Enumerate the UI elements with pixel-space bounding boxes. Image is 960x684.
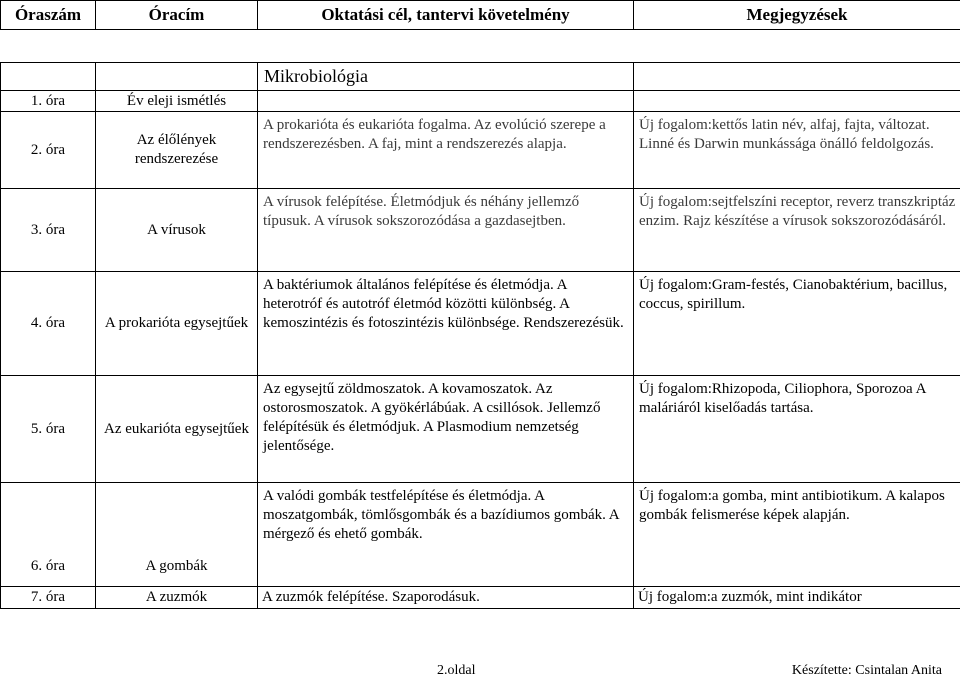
section-title: Mikrobiológia — [258, 63, 634, 91]
row-description: A zuzmók felépítése. Szaporodásuk. — [258, 587, 634, 609]
row-note — [634, 91, 960, 112]
header-oraszam: Óraszám — [1, 1, 96, 30]
row-number: 3. óra — [1, 189, 96, 272]
row-note: Új fogalom:a zuzmók, mint indikátor — [634, 587, 960, 609]
row-number: 1. óra — [1, 91, 96, 112]
header-table — [0, 0, 960, 30]
row-number: 4. óra — [1, 272, 96, 376]
table-row — [1, 91, 960, 112]
row-number: 6. óra — [1, 483, 96, 587]
table-row — [1, 376, 960, 483]
header-oracim: Óracím — [96, 1, 258, 30]
page-number: 2.oldal — [437, 663, 476, 678]
row-topic: Az eukarióta egysejtűek — [96, 376, 258, 483]
row-note: Új fogalom:sejtfelszíni receptor, reverz transzkriptáz enzim. Rajz készítése a vírusok sokszorozódásáról. — [634, 189, 960, 272]
row-note: Új fogalom:kettős latin név, alfaj, fajta, változat. Linné és Darwin munkássága önálló feldolgozás. — [634, 112, 960, 189]
row-number: 7. óra — [1, 587, 96, 609]
row-note: Új fogalom:Rhizopoda, Ciliophora, Sporozoa A maláriáról kiselőadás tartása. — [634, 376, 960, 483]
table-row — [1, 189, 960, 272]
row-topic: Év eleji ismétlés — [96, 91, 258, 112]
header-oktatasi-cel: Oktatási cél, tantervi követelmény — [258, 1, 634, 30]
row-topic: A zuzmók — [96, 587, 258, 609]
row-description: A valódi gombák testfelépítése és életmódja. A moszatgombák, tömlősgombák és a bazídiumos gombák. A mérgező és ehető gombák. — [258, 483, 634, 587]
table-row — [1, 272, 960, 376]
table-row — [1, 63, 960, 91]
row-description: A baktériumok általános felépítése és életmódja. A heterotróf és autotróf életmód közötti különbség. A kemoszintézis és fotoszintézis különbsége. Rendszerezésük. — [258, 272, 634, 376]
row-description: Az egysejtű zöldmoszatok. A kovamoszatok. Az ostorosmoszatok. A gyökérlábúak. A csillósok. Jellemző felépítésük és életmódjuk. A Plasmodium nemzetség jelentősége. — [258, 376, 634, 483]
curriculum-table — [0, 62, 960, 609]
row-note: Új fogalom:a gomba, mint antibiotikum. A kalapos gombák felismerése képek alapján. — [634, 483, 960, 587]
row-number: 2. óra — [1, 112, 96, 189]
header-megjegyzesek: Megjegyzések — [634, 1, 960, 30]
row-note: Új fogalom:Gram-festés, Cianobaktérium, bacillus, coccus, spirillum. — [634, 272, 960, 376]
table-row — [1, 483, 960, 587]
table-row — [1, 587, 960, 609]
table-row — [1, 112, 960, 189]
row-description — [258, 91, 634, 112]
row-topic: A gombák — [96, 483, 258, 587]
row-number: 5. óra — [1, 376, 96, 483]
author-credit: Készítette: Csintalan Anita — [791, 663, 942, 678]
row-description: A prokarióta és eukarióta fogalma. Az evolúció szerepe a rendszerezésben. A faj, mint a rendszerezés alapja. — [258, 112, 634, 189]
row-description: A vírusok felépítése. Életmódjuk és néhány jellemző típusuk. A vírusok sokszorozódása a gazdasejtben. — [258, 189, 634, 272]
row-topic: A prokarióta egysejtűek — [96, 272, 258, 376]
row-topic: A vírusok — [96, 189, 258, 272]
row-topic: Az élőlények rendszerezése — [96, 112, 258, 189]
